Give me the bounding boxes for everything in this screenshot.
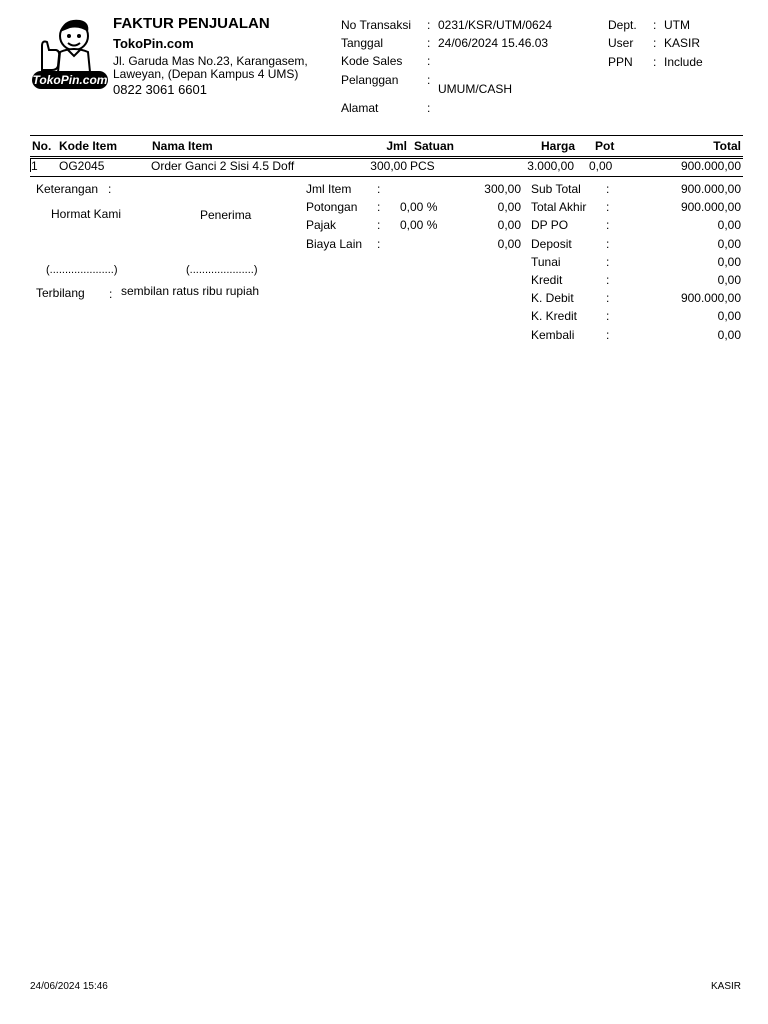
summary-label: Kredit xyxy=(531,273,563,287)
summary-label: Tunai xyxy=(531,255,561,269)
summary-label: Sub Total xyxy=(531,182,581,196)
tax-percent: 0,00 % xyxy=(400,218,438,232)
summary-label: K. Kredit xyxy=(531,309,578,323)
discount-value: 0,00 xyxy=(497,200,521,214)
ppn-label: PPN xyxy=(608,55,633,69)
sales-code-label: Kode Sales xyxy=(341,54,403,68)
row-disc: 0,00 xyxy=(589,159,613,173)
col-header-unit: Satuan xyxy=(414,139,455,153)
row-left-edge xyxy=(30,158,31,172)
logo-wordmark: TokoPin.com xyxy=(32,73,108,87)
colon: : xyxy=(606,182,610,196)
transaction-date-label: Tanggal xyxy=(341,36,384,50)
discount-percent: 0,00 % xyxy=(400,200,438,214)
invoice-title: FAKTUR PENJUALAN xyxy=(113,15,270,32)
summary-value: 0,00 xyxy=(717,255,741,269)
transaction-date-value: 24/06/2024 15.46.03 xyxy=(438,36,549,50)
ppn-value: Include xyxy=(664,55,703,69)
colon: : xyxy=(377,218,381,232)
colon: : xyxy=(653,18,657,32)
address-label: Alamat xyxy=(341,101,379,115)
colon: : xyxy=(606,218,610,232)
colon: : xyxy=(377,237,381,251)
summary-value: 0,00 xyxy=(717,273,741,287)
colon: : xyxy=(108,182,112,196)
tax-label: Pajak xyxy=(306,218,337,232)
regards-label: Hormat Kami xyxy=(51,207,122,221)
tax-value: 0,00 xyxy=(497,218,521,232)
printed-timestamp: 24/06/2024 15:46 xyxy=(30,981,108,992)
signature-right: (.....................) xyxy=(186,264,258,276)
company-logo xyxy=(30,16,110,92)
dept-label: Dept. xyxy=(608,18,637,32)
colon: : xyxy=(653,36,657,50)
other-cost-label: Biaya Lain xyxy=(306,237,363,251)
qty-item-value: 300,00 xyxy=(484,182,521,196)
row-no: 1 xyxy=(31,159,38,173)
colon: : xyxy=(606,328,610,342)
signature-left: (.....................) xyxy=(46,264,118,276)
colon: : xyxy=(606,309,610,323)
customer-label: Pelanggan xyxy=(341,73,399,87)
summary-value: 0,00 xyxy=(717,309,741,323)
summary-value: 900.000,00 xyxy=(680,200,741,214)
row-qty: 300,00 xyxy=(370,159,407,173)
summary-label: DP PO xyxy=(531,218,569,232)
row-price: 3.000,00 xyxy=(527,159,574,173)
summary-value: 900.000,00 xyxy=(680,182,741,196)
summary-label: Total Akhir xyxy=(531,200,587,214)
transaction-no-label: No Transaksi xyxy=(341,18,412,32)
note-label: Keterangan xyxy=(36,182,99,196)
col-header-disc: Pot xyxy=(595,139,615,153)
colon: : xyxy=(606,255,610,269)
summary-label: K. Debit xyxy=(531,291,574,305)
col-header-code: Kode Item xyxy=(59,139,118,153)
table-header-rule xyxy=(30,156,743,157)
row-total: 900.000,00 xyxy=(680,159,741,173)
printed-by-user: KASIR xyxy=(710,981,741,992)
qty-item-label: Jml Item xyxy=(306,182,352,196)
row-unit: PCS xyxy=(410,159,435,173)
customer-value: UMUM/CASH xyxy=(438,82,512,96)
other-cost-value: 0,00 xyxy=(497,237,521,251)
summary-value: 0,00 xyxy=(717,218,741,232)
colon: : xyxy=(606,291,610,305)
colon: : xyxy=(427,54,431,68)
table-bottom-rule xyxy=(30,176,743,177)
company-address-line2: Laweyan, (Depan Kampus 4 UMS) xyxy=(113,67,299,81)
colon: : xyxy=(606,200,610,214)
row-name: Order Ganci 2 Sisi 4.5 Doff xyxy=(151,159,295,173)
user-label: User xyxy=(608,36,634,50)
mascot-thumbs-up-icon xyxy=(30,16,110,76)
colon: : xyxy=(606,237,610,251)
colon: : xyxy=(109,287,113,301)
receiver-label: Penerima xyxy=(200,208,252,222)
colon: : xyxy=(427,101,431,115)
col-header-name: Nama Item xyxy=(152,139,213,153)
spelled-label: Terbilang xyxy=(36,286,85,300)
colon: : xyxy=(653,55,657,69)
colon: : xyxy=(606,273,610,287)
col-header-qty: Jml xyxy=(386,139,407,153)
company-name: TokoPin.com xyxy=(113,36,194,51)
colon: : xyxy=(427,18,431,32)
colon: : xyxy=(377,200,381,214)
table-top-rule xyxy=(30,135,743,136)
summary-label: Kembali xyxy=(531,328,575,342)
col-header-price: Harga xyxy=(540,139,575,153)
discount-label: Potongan xyxy=(306,200,358,214)
colon: : xyxy=(427,36,431,50)
company-address-line1: Jl. Garuda Mas No.23, Karangasem, xyxy=(113,54,308,68)
colon: : xyxy=(377,182,381,196)
summary-value: 0,00 xyxy=(717,237,741,251)
user-value: KASIR xyxy=(664,36,701,50)
summary-value: 0,00 xyxy=(717,328,741,342)
dept-value: UTM xyxy=(664,18,690,32)
col-header-no: No. xyxy=(32,139,52,153)
summary-label: Deposit xyxy=(531,237,572,251)
col-header-total: Total xyxy=(713,139,741,153)
transaction-no-value: 0231/KSR/UTM/0624 xyxy=(438,18,553,32)
summary-value: 900.000,00 xyxy=(680,291,741,305)
company-phone: 0822 3061 6601 xyxy=(113,82,207,97)
spelled-value: sembilan ratus ribu rupiah xyxy=(121,284,260,298)
row-code: OG2045 xyxy=(59,159,105,173)
colon: : xyxy=(427,73,431,87)
